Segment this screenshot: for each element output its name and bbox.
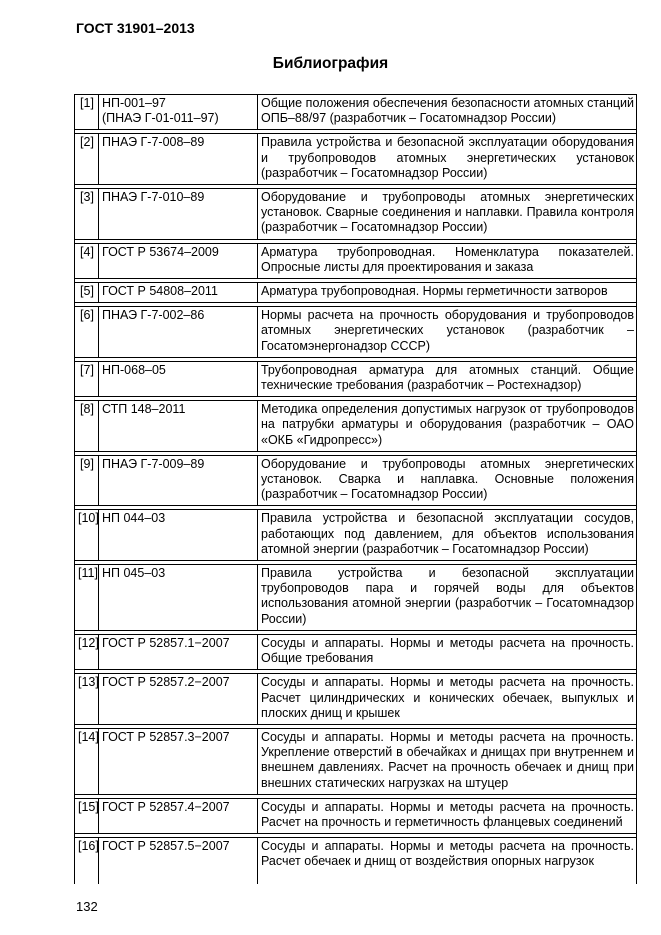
bibliography-entry bbox=[75, 307, 637, 358]
entry-number: [8] bbox=[75, 401, 99, 452]
entry-document-code: НП-001–97 (ПНАЭ Г-01-011–97) bbox=[99, 95, 258, 130]
bibliography-entry bbox=[75, 189, 637, 240]
entry-number: [5] bbox=[75, 283, 99, 303]
entry-description: Сосуды и аппараты. Нормы и методы расчета на прочность. Расчет цилиндрических и конических обечаек, выпуклых и плоских днищ и крышек bbox=[258, 674, 637, 725]
entry-description: Сосуды и аппараты. Нормы и методы расчета на прочность. Расчет на прочность и герметичность фланцевых соединений bbox=[258, 798, 637, 833]
entry-document-code: НП 045–03 bbox=[99, 565, 258, 631]
bibliography-entry bbox=[75, 838, 637, 884]
entry-description: Правила устройства и безопасной эксплуатации сосудов, работающих под давлением, для объектов использования атомной энергии (разработчик – Госатомнадзор России) bbox=[258, 510, 637, 561]
entry-description: Трубопроводная арматура для атомных станций. Общие технические требования (разработчик – Ростехнадзор) bbox=[258, 361, 637, 396]
entry-document-code: ПНАЭ Г-7-002–86 bbox=[99, 307, 258, 358]
bibliography-entry bbox=[75, 798, 637, 833]
bibliography-entry bbox=[75, 634, 637, 669]
bibliography-table bbox=[74, 94, 637, 884]
entry-description: Оборудование и трубопроводы атомных энергетических установок. Сварка и наплавка. Основные положения (разработчик – Госатомнадзор России) bbox=[258, 455, 637, 506]
bibliography-entry bbox=[75, 283, 637, 303]
bibliography-entry bbox=[75, 95, 637, 130]
bibliography-entry bbox=[75, 243, 637, 278]
entry-number: [6] bbox=[75, 307, 99, 358]
entry-number: [9] bbox=[75, 455, 99, 506]
page-title: Библиография bbox=[272, 55, 389, 72]
entry-number: [3] bbox=[75, 189, 99, 240]
entry-number: [7] bbox=[75, 361, 99, 396]
entry-number: [10] bbox=[75, 510, 99, 561]
bibliography-body bbox=[75, 95, 637, 884]
entry-number: [16] bbox=[75, 838, 99, 884]
entry-document-code: ПНАЭ Г-7-008–89 bbox=[99, 134, 258, 185]
entry-number: [12] bbox=[75, 634, 99, 669]
entry-description: Методика определения допустимых нагрузок от трубопроводов на патрубки арматуры и оборудования (разработчик – ОАО «ОКБ «Гидропресс») bbox=[258, 401, 637, 452]
bibliography-entry bbox=[75, 455, 637, 506]
entry-description: Общие положения обеспечения безопасности атомных станций ОПБ–88/97 (разработчик – Госатомнадзор России) bbox=[258, 95, 637, 130]
entry-document-code: ГОСТ Р 52857.2−2007 bbox=[99, 674, 258, 725]
entry-document-code: ПНАЭ Г-7-010–89 bbox=[99, 189, 258, 240]
entry-document-code: СТП 148–2011 bbox=[99, 401, 258, 452]
entry-document-code: ГОСТ Р 52857.5−2007 bbox=[99, 838, 258, 884]
entry-description: Сосуды и аппараты. Нормы и методы расчета на прочность. Общие требования bbox=[258, 634, 637, 669]
entry-document-code: ГОСТ Р 52857.3−2007 bbox=[99, 728, 258, 794]
entry-number: [13] bbox=[75, 674, 99, 725]
entry-description: Нормы расчета на прочность оборудования и трубопроводов атомных энергетических установок (разработчик – Госатомэнергонадзор СССР) bbox=[258, 307, 637, 358]
entry-document-code: ГОСТ Р 54808–2011 bbox=[99, 283, 258, 303]
entry-number: [15] bbox=[75, 798, 99, 833]
entry-number: [1] bbox=[75, 95, 99, 130]
page-number: 132 bbox=[76, 899, 98, 914]
bibliography-entry bbox=[75, 401, 637, 452]
entry-number: [4] bbox=[75, 243, 99, 278]
bibliography-entry bbox=[75, 565, 637, 631]
bibliography-entry bbox=[75, 674, 637, 725]
bibliography-entry bbox=[75, 361, 637, 396]
entry-description: Сосуды и аппараты. Нормы и методы расчета на прочность. Укрепление отверстий в обечайках и днищах при внутреннем и внешнем давлениях. Расчет на прочность обечаек и днищ при внешних статических нагрузках на штуцер bbox=[258, 728, 637, 794]
entry-description: Арматура трубопроводная. Нормы герметичности затворов bbox=[258, 283, 637, 303]
bibliography-entry bbox=[75, 134, 637, 185]
entry-document-code: ГОСТ Р 52857.1−2007 bbox=[99, 634, 258, 669]
entry-description: Правила устройства и безопасной эксплуатации трубопроводов пара и горячей воды для объектов использования атомной энергии (разработчик – Госатомнадзор России) bbox=[258, 565, 637, 631]
entry-document-code: НП 044–03 bbox=[99, 510, 258, 561]
entry-number: [11] bbox=[75, 565, 99, 631]
entry-number: [2] bbox=[75, 134, 99, 185]
entry-document-code: ПНАЭ Г-7-009–89 bbox=[99, 455, 258, 506]
entry-document-code: НП-068–05 bbox=[99, 361, 258, 396]
entry-document-code: ГОСТ Р 52857.4−2007 bbox=[99, 798, 258, 833]
entry-description: Оборудование и трубопроводы атомных энергетических установок. Сварные соединения и наплавки. Правила контроля (разработчик – Госатомнадзор России) bbox=[258, 189, 637, 240]
bibliography-entry bbox=[75, 510, 637, 561]
entry-document-code: ГОСТ Р 53674–2009 bbox=[99, 243, 258, 278]
standard-header: ГОСТ 31901–2013 bbox=[76, 20, 195, 36]
bibliography-entry bbox=[75, 728, 637, 794]
entry-description: Арматура трубопроводная. Номенклатура показателей. Опросные листы для проектирования и заказа bbox=[258, 243, 637, 278]
entry-description: Сосуды и аппараты. Нормы и методы расчета на прочность. Расчет обечаек и днищ от воздействия опорных нагрузок bbox=[258, 838, 637, 884]
entry-description: Правила устройства и безопасной эксплуатации оборудования и трубопроводов атомных энергетических установок (разработчик – Госатомнадзор России) bbox=[258, 134, 637, 185]
entry-number: [14] bbox=[75, 728, 99, 794]
